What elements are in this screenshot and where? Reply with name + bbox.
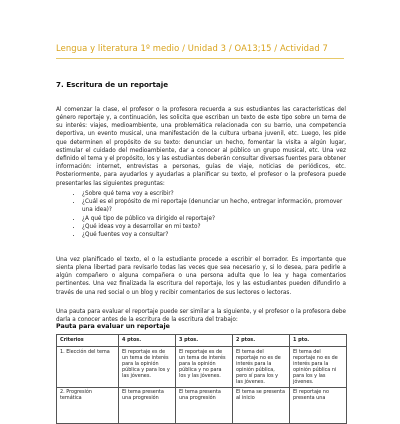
list-item: • ¿A qué tipo de público va dirigido el reportaje? (82, 215, 352, 223)
table-row (57, 387, 347, 423)
breadcrumb: Lengua y literatura 1º medio / Unidad 3 / OA13;15 / Actividad 7 (56, 43, 328, 53)
header-cell: 1 pto. (290, 335, 347, 347)
intro-paragraph: Al comenzar la clase, el profesor o la profesora recuerda a sus estudiantes las características del género reportaje y, a continuación, les solicita que escriban un texto de este tipo sobre un tema de su interés: viajes, medioambiente, una problemática relacionada con su barrio, una competencia deportiva, un evento musical, una manifestación de la cultura urbana juvenil, etc. Luego, les pide que determinen el propósito de su texto: denunciar un hecho, fomentar la visita a algún lugar, estimular el cuidado del medioambiente, dar a conocer al público un grupo musical, etc. Una vez definido el tema y el propósito, los y las estudiantes deberán consultar diversas fuentes para obtener información: internet, entrevistas a personas, guías de viaje, noticias de periódicos, etc. Posteriormente, para ayudarlos y ayudarlas a planificar su texto, el profesor o la profesora puede presentarles las siguientes preguntas: (56, 106, 346, 187)
rubric-table (56, 334, 347, 424)
table-cell: 1. Elección del tema (57, 347, 119, 388)
list-item: • ¿Sobre qué tema voy a escribir? (82, 190, 352, 198)
table-cell: El tema presenta una progresión (119, 387, 176, 423)
table-cell: El reportaje es de un tema de interés para la opinión pública y para los y las jóvenes. (119, 347, 176, 388)
section-title: 7. Escritura de un reportaje (56, 80, 169, 89)
table-row (57, 347, 347, 388)
header-cell: 3 ptos. (176, 335, 233, 347)
draft-paragraph: Una vez planificado el texto, el o la estudiante procede a escribir el borrador. Es importante que sienta plena libertad para revisarlo todas las veces que sea necesario y, si lo desea, para pedirle a algún compañero o alguna compañera o una persona adulta que lo lea y haga comentarios pertinentes. Una vez finalizada la escritura del reportaje, los y las estudiantes pueden difundirlo a través de una red social o un blog y recibir comentarios de sus lectores o lectoras. (56, 256, 346, 296)
header-divider (56, 58, 344, 59)
list-item: • ¿Cuál es el propósito de mi reportaje (denunciar un hecho, entregar información, promover una idea)? (82, 198, 352, 214)
planning-questions-list (74, 190, 352, 239)
table-cell: El tema presenta una progresión (176, 387, 233, 423)
header-cell: 2 ptos. (233, 335, 290, 347)
header-cell: 4 ptos. (119, 335, 176, 347)
table-cell: El tema se presenta al inicio (233, 387, 290, 423)
evaluation-paragraph: Una pauta para evaluar el reportaje puede ser similar a la siguiente, y el profesor o la profesora debe darla a conocer antes de la escritura de la escritura del trabajo: (56, 308, 346, 323)
table-cell: El reportaje es de un tema de interés para la opinión pública y no para los y las jóvenes. (176, 347, 233, 388)
table-cell: 2. Progresión temática (57, 387, 119, 423)
table-cell: El tema del reportaje no es de interés para la opinión pública ni para los y las jóvenes. (290, 347, 347, 388)
table-cell: El reportaje no presenta una (290, 387, 347, 423)
list-item: • ¿Qué fuentes voy a consultar? (82, 231, 352, 239)
header-cell: Criterios (57, 335, 119, 347)
table-header-row (57, 335, 347, 347)
rubric-title: Pauta para evaluar un reportaje (56, 323, 170, 330)
table-cell: El tema del reportaje no es de interés para la opinión pública, pero sí para los y las jóvenes. (233, 347, 290, 388)
list-item: • ¿Qué ideas voy a desarrollar en mi texto? (82, 223, 352, 231)
